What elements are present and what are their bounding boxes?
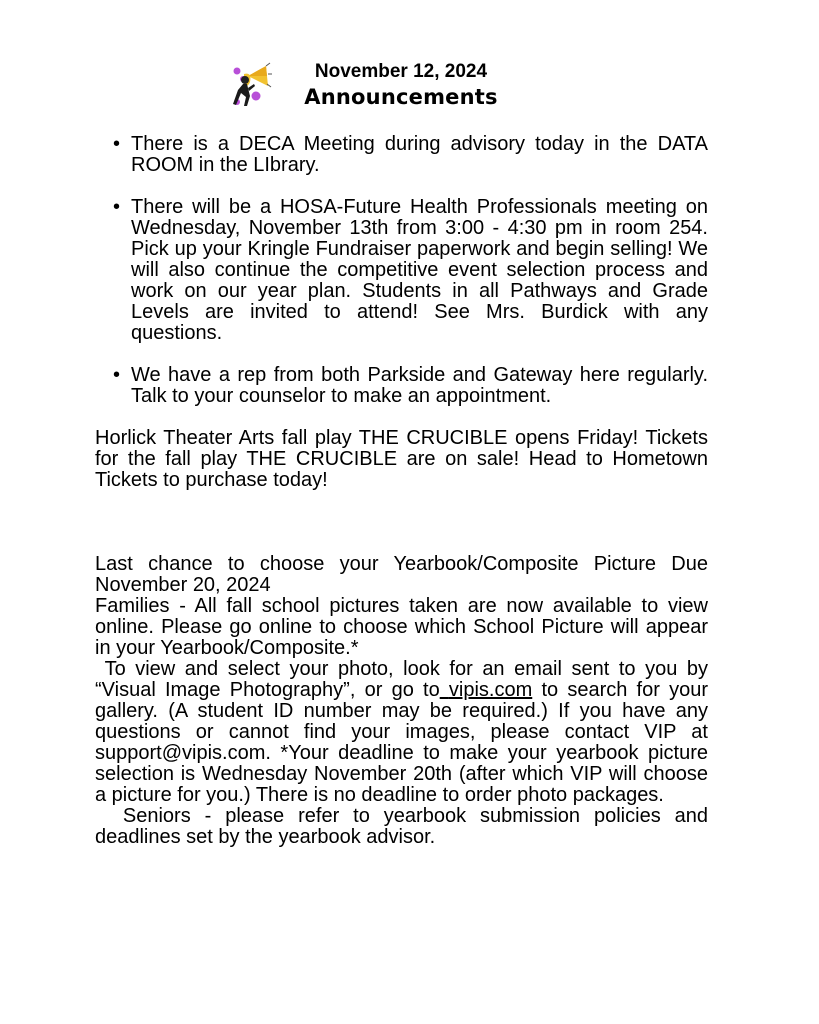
yearbook-families: Families - All fall school pictures taken are now available to view online. Please go online to choose which School Picture will appear in your Yearbook/Composite.* bbox=[95, 595, 708, 659]
yearbook-seniors: Seniors - please refer to yearbook submission policies and deadlines set by the yearbook advisor. bbox=[95, 805, 708, 848]
yearbook-heading: Last chance to choose your Yearbook/Composite Picture Due November 20, 2024 bbox=[95, 553, 708, 596]
page-title: Announcements bbox=[304, 85, 498, 109]
list-item: • There is a DECA Meeting during advisory today in the DATA ROOM in the LIbrary. bbox=[131, 134, 708, 176]
vipis-link[interactable]: vipis.com bbox=[448, 679, 533, 701]
instructions-after-link: to search for your gallery. (A student ID number may be required.) If you have any questions or cannot find your images, please contact VIP at support@vipis.com. *Your deadline to make your yearbook picture selection is Wednesday November 20th (after which VIP will choose a picture for you.) There is no deadline to order photo packages. bbox=[95, 679, 708, 806]
header bbox=[0, 58, 819, 118]
list-item: • We have a rep from both Parkside and Gateway here regularly. Talk to your counselor to make an appointment. bbox=[131, 365, 708, 407]
announcement-list bbox=[95, 134, 708, 407]
announcements-body bbox=[95, 134, 708, 848]
list-item: • There will be a HOSA-Future Health Professionals meeting on Wednesday, November 13th from 3:00 - 4:30 pm in room 254. Pick up your Kringle Fundraiser paperwork and begin selling! We will also continue the competitive event selection process and work on our year plan. Students in all Pathways and Grade Levels are invited to attend! See Mrs. Burdick with any questions. bbox=[131, 197, 708, 344]
date: November 12, 2024 bbox=[314, 61, 488, 82]
theater-announcement: Horlick Theater Arts fall play THE CRUCIBLE opens Friday! Tickets for the fall play THE CRUCIBLE are on sale! Head to Hometown Tickets to purchase today! bbox=[95, 427, 708, 491]
instructions-before-link: To view and select your photo, look for an email sent to you by “Visual Image Photography”, or go to bbox=[95, 658, 708, 701]
megaphone-icon bbox=[226, 62, 272, 114]
yearbook-instructions bbox=[95, 659, 708, 806]
